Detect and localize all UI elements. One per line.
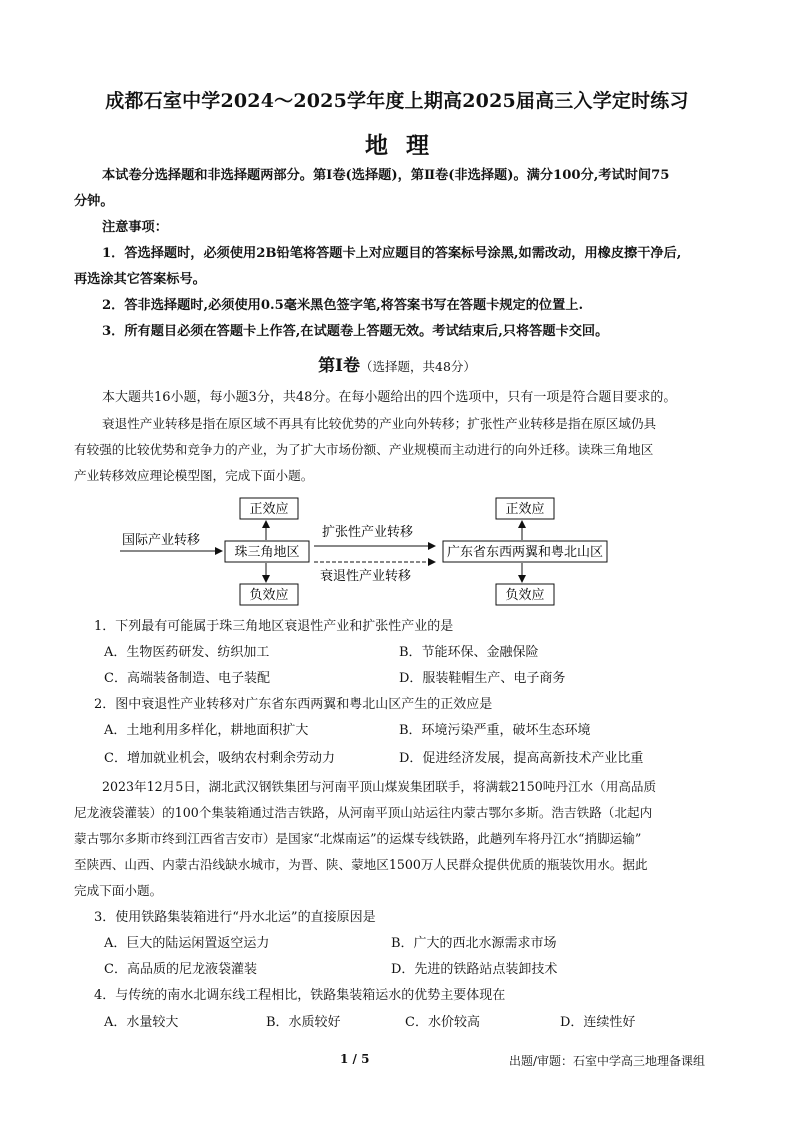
left-negative-label: 负效应 <box>249 588 289 603</box>
q2-option-a: A．土地利用多样化，耕地面积扩大 <box>104 723 309 738</box>
section-note: （选择题，共48分） <box>360 359 476 374</box>
q4-option-a: A．水量较大 <box>104 1015 179 1030</box>
q4-stem: 4．与传统的南水北调东线工程相比，铁路集装箱运水的优势主要体现在 <box>94 988 506 1003</box>
q2-option-c: C．增加就业机会，吸纳农村剩余劳动力 <box>104 751 335 766</box>
q1-option-b: B．节能环保、金融保险 <box>399 645 539 660</box>
industry-transfer-diagram <box>100 490 660 615</box>
left-region-label: 珠三角地区 <box>234 545 300 560</box>
right-negative-label: 负效应 <box>505 588 545 603</box>
passage-line: 产业转移效应理论模型图，完成下面小题。 <box>74 468 314 483</box>
page-number: 1 / 5 <box>340 1052 370 1066</box>
rule-1-cont: 再选涂其它答案标号。 <box>74 272 206 287</box>
q3-option-b: B．广大的西北水源需求市场 <box>391 936 557 951</box>
q2-stem: 2．图中衰退性产业转移对广东省东西两翼和粤北山区产生的正效应是 <box>94 697 493 712</box>
passage-line: 至陕西、山西、内蒙古沿线缺水城市，为晋、陕、蒙地区1500万人民群众提供优质的瓶装饮用水。据此 <box>74 857 648 872</box>
right-positive-label: 正效应 <box>505 502 545 517</box>
subject-title: 地理 <box>365 132 447 159</box>
q3-stem: 3．使用铁路集装箱进行“丹水北运”的直接原因是 <box>94 910 376 925</box>
q4-option-b: B．水质较好 <box>266 1015 341 1030</box>
q1-stem: 1．下列最有可能属于珠三角地区衰退性产业和扩张性产业的是 <box>94 619 454 634</box>
rule-1: 1．答选择题时，必须使用2B铅笔将答题卡上对应题目的答案标号涂黑,如需改动，用橡皮擦干净后, <box>102 246 682 261</box>
passage-line: 2023年12月5日，湖北武汉钢铁集团与河南平顶山煤炭集团联手，将满载2150吨丹江水（用高品质 <box>102 779 657 794</box>
rule-3: 3．所有题目必须在答题卡上作答,在试题卷上答题无效。考试结束后,只将答题卡交回。 <box>102 324 609 339</box>
q1-option-c: C．高端装备制造、电子装配 <box>104 671 270 686</box>
q2-option-b: B．环境污染严重，破坏生态环境 <box>399 723 591 738</box>
q1-option-a: A．生物医药研发、纺织加工 <box>104 645 270 660</box>
q2-option-d: D．促进经济发展，提高高新技术产业比重 <box>399 751 644 766</box>
rule-2: 2．答非选择题时,必须使用0.5毫米黑色签字笔,将答案书写在答题卡规定的位置上. <box>102 298 584 313</box>
q3-option-c: C．高品质的尼龙液袋灌装 <box>104 962 257 977</box>
q4-option-d: D．连续性好 <box>560 1015 636 1030</box>
expansion-label: 扩张性产业转移 <box>322 525 414 540</box>
section-heading <box>0 351 794 376</box>
passage-line: 完成下面小题。 <box>74 883 163 898</box>
q3-option-a: A．巨大的陆运闲置返空运力 <box>104 936 270 951</box>
passage-line: 蒙古鄂尔多斯市终到江西省吉安市）是国家“北煤南运”的运煤专线铁路，此趟列车将丹江水“捎脚运输” <box>74 831 642 846</box>
recession-label: 衰退性产业转移 <box>320 569 412 584</box>
passage-line: 衰退性产业转移是指在原区域不再具有比较优势的产业向外转移；扩张性产业转移是指在原区域仍具 <box>102 416 657 431</box>
right-region-label: 广东省东西两翼和粤北山区 <box>446 545 604 560</box>
intro-line: 本试卷分选择题和非选择题两部分。第Ⅰ卷(选择题)，第Ⅱ卷(非选择题)。满分100分,考试时间75 <box>102 168 670 183</box>
input-label: 国际产业转移 <box>122 533 201 548</box>
section-desc: 本大题共16小题，每小题3分，共48分。在每小题给出的四个选项中，只有一项是符合题目要求的。 <box>102 390 677 405</box>
footer-credit: 出题/审题：石室中学高三地理备课组 <box>509 1054 706 1068</box>
intro-line: 分钟。 <box>74 194 114 209</box>
exam-title: 成都石室中学2024～2025学年度上期高2025届高三入学定时练习 <box>105 90 689 112</box>
q4-option-c: C．水价较高 <box>405 1015 480 1030</box>
section-title: 第Ⅰ卷 <box>318 356 361 376</box>
q1-option-d: D．服装鞋帽生产、电子商务 <box>399 671 566 686</box>
notice-title: 注意事项： <box>102 220 168 235</box>
passage-line: 尼龙液袋灌装）的100个集装箱通过浩吉铁路，从河南平顶山站运往内蒙古鄂尔多斯。浩吉铁路（北起内 <box>74 805 653 820</box>
q3-option-d: D．先进的铁路站点装卸技术 <box>391 962 558 977</box>
left-positive-label: 正效应 <box>249 502 289 517</box>
passage-line: 有较强的比较优势和竞争力的产业，为了扩大市场份额、产业规模而主动进行的向外迁移。读珠三角地区 <box>74 442 654 457</box>
